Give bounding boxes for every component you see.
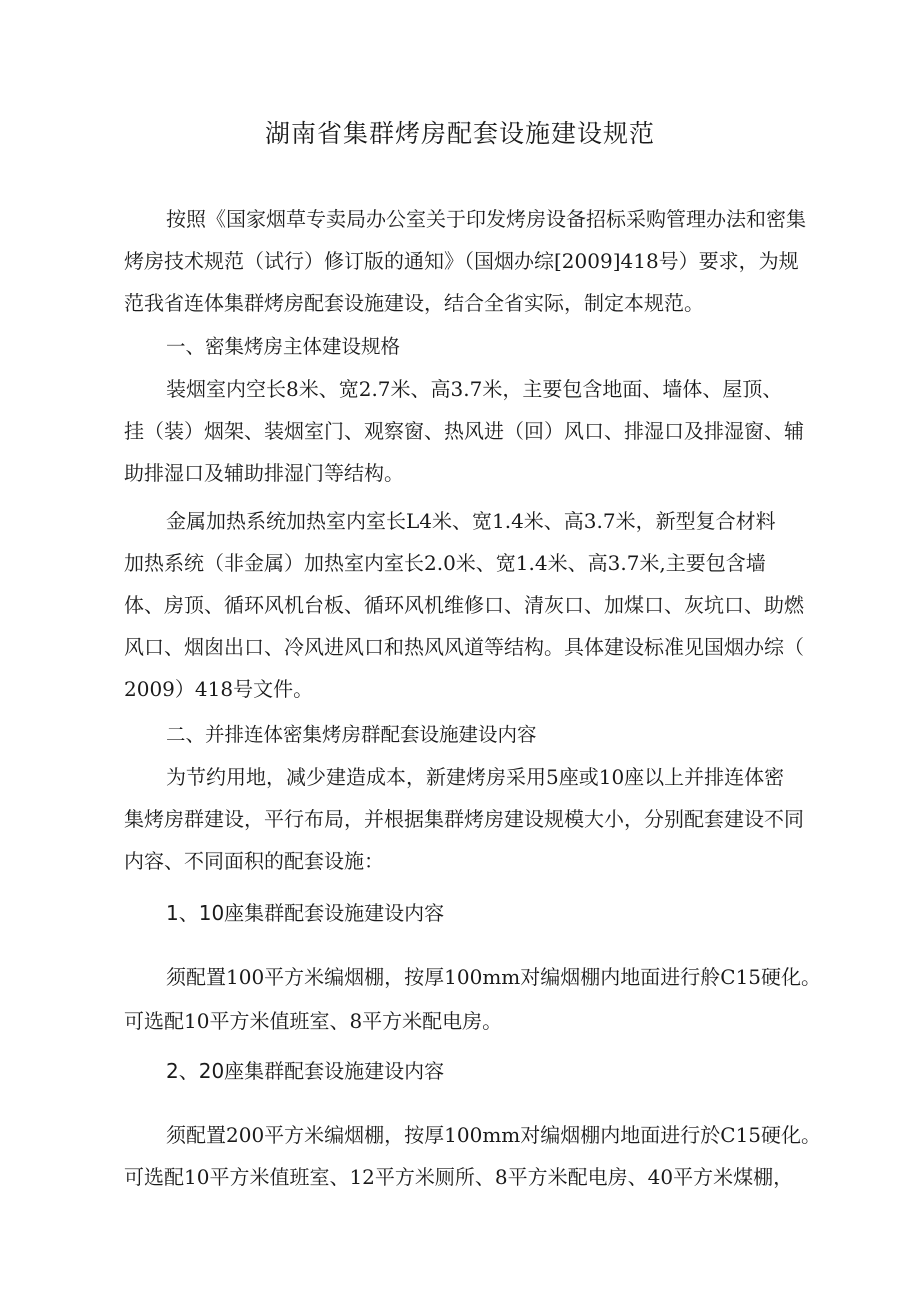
document-title: 湖南省集群烤房配套设施建设规范: [264, 119, 655, 148]
section-2-heading: 二、并排连体密集烤房群配套设施建设内容: [166, 723, 537, 746]
section-1-heading: 一、密集烤房主体建设规格: [166, 335, 401, 358]
section-1-para-2-line-4: 风口、烟囱出口、冷风进风口和热风风道等结构。具体建设标准见国烟办综（: [124, 635, 804, 659]
section-2-para-1-line-2: 集烤房群建设，平行布局，并根据集群烤房建设规模大小，分别配套建设不同: [124, 807, 804, 831]
section-2-para-1-line-1: 为节约用地，减少建造成本，新建烤房采用5座或10座以上并排连体密: [166, 765, 785, 789]
section-1-para-1-line-2: 挂（装）烟架、装烟室门、观察窗、热风进（回）风口、排湿口及排湿窗、辅: [124, 419, 804, 443]
section-1-para-2-line-1: 金属加热系统加热室内室长L4米、宽1.4米、高3.7米，新型复合材料: [166, 509, 776, 533]
section-1-para-1-line-1: 装烟室内空长8米、宽2.7米、高3.7米，主要包含地面、墙体、屋顶、: [166, 377, 783, 401]
section-1-para-1-line-3: 助排湿口及辅助排湿门等结构。: [124, 461, 404, 485]
intro-line-3: 范我省连体集群烤房配套设施建设，结合全省实际，制定本规范。: [124, 291, 704, 315]
subsection-2-heading: 2、20座集群配套设施建设内容: [166, 1059, 445, 1083]
intro-line-2: 烤房技术规范（试行）修订版的通知》（国烟办综[2009]418号）要求，为规: [124, 249, 799, 273]
subsection-2-line-1: 须配置200平方米编烟棚，按厚100mm对编烟棚内地面进行於C15硬化。: [166, 1123, 822, 1147]
intro-line-1: 按照《国家烟草专卖局办公室关于印发烤房设备招标采购管理办法和密集: [166, 207, 806, 231]
section-1-para-2-line-3: 体、房顶、循环风机台板、循环风机维修口、清灰口、加煤口、灰坑口、助燃: [124, 593, 804, 617]
subsection-1-line-1: 须配置100平方米编烟棚，按厚100mm对编烟棚内地面进行舲C15硬化。: [166, 965, 822, 989]
subsection-2-line-2: 可选配10平方米值班室、12平方米厕所、8平方米配电房、40平方米煤棚，: [124, 1165, 794, 1189]
subsection-1-heading: 1、10座集群配套设施建设内容: [166, 901, 445, 925]
section-1-para-2-line-2: 加热系统（非金属）加热室内室长2.0米、宽1.4米、高3.7米,主要包含墙: [124, 551, 766, 575]
subsection-1-line-2: 可选配10平方米值班室、8平方米配电房。: [124, 1009, 503, 1033]
section-2-para-1-line-3: 内容、不同面积的配套设施：: [124, 849, 384, 873]
section-1-para-2-line-5: 2009）418号文件。: [124, 677, 314, 701]
